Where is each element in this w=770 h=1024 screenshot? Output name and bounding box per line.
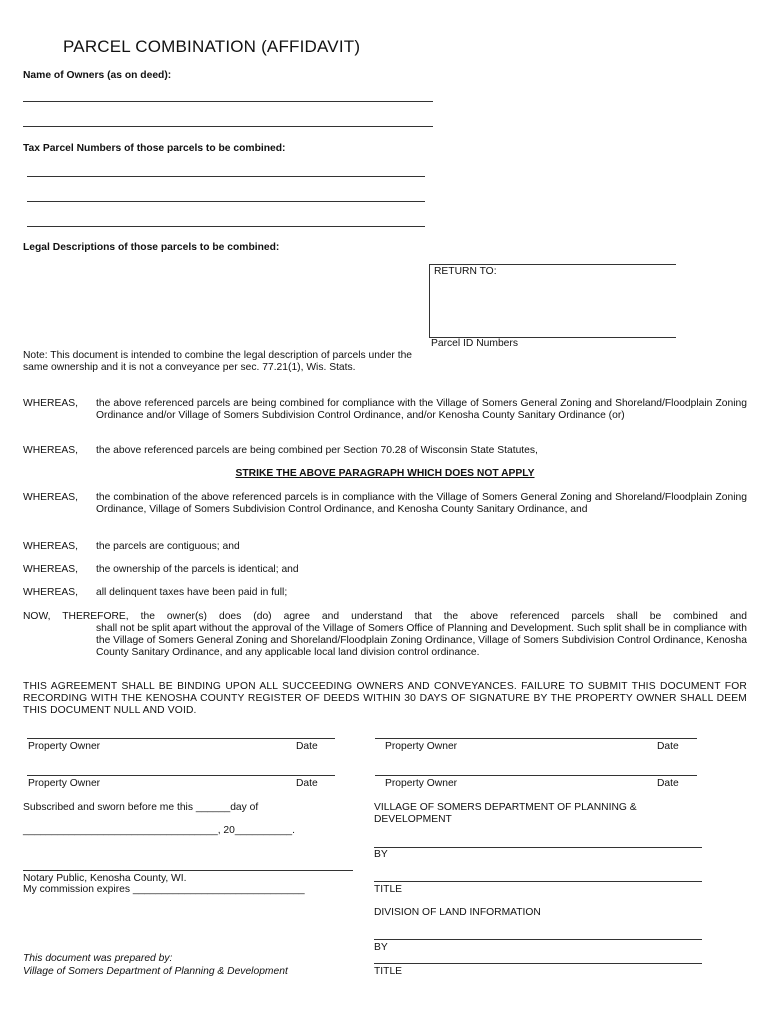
title-line-1[interactable] — [374, 881, 702, 882]
whereas-label: WHEREAS, — [23, 445, 78, 456]
agreement-statement: THIS AGREEMENT SHALL BE BINDING UPON ALL SUCCEEDING OWNERS AND CONVEYANCES. FAILURE TO SUBMIT THIS DOCUMENT FOR RECORDING WITH THE KENOSHA COUNTY REGISTER OF DEEDS WITHIN 30 DAYS OF SIGNATURE BY THE PROPERTY OWNER SHALL DEEM THIS DOCUMENT NULL AND VOID. — [23, 681, 747, 716]
property-owner-label: Property Owner — [28, 778, 101, 789]
owner-name-line-1[interactable] — [23, 101, 433, 102]
title-line-2[interactable] — [374, 963, 702, 964]
owner-signature-line-1[interactable] — [27, 738, 335, 739]
whereas-paragraph-2: the above referenced parcels are being combined per Section 70.28 of Wisconsin State Statutes, — [96, 445, 538, 456]
notary-signature-line[interactable] — [23, 870, 353, 871]
strike-instruction: STRIKE THE ABOVE PARAGRAPH WHICH DOES NOT APPLY — [235, 468, 535, 479]
whereas-paragraph-3: the combination of the above referenced parcels is in compliance with the Village of Somers General Zoning and Shoreland/Floodplain Zoning Ordinance, Village of Somers Subdivision Control Ordinance, and Kenosha County Sanitary Ordinance, and — [96, 492, 747, 515]
tax-parcel-label: Tax Parcel Numbers of those parcels to be combined: — [23, 143, 286, 154]
whereas-paragraph-1: the above referenced parcels are being combined for compliance with the Village of Somers General Zoning and Shoreland/Floodplain Zoning Ordinance and/or Village of Somers Subdivision Control Ordinance, and/or Kenosha County Sanitary Ordinance (or) — [96, 398, 747, 421]
tax-parcel-line-3[interactable] — [27, 226, 425, 227]
whereas-label: WHEREAS, — [23, 492, 78, 503]
date-label: Date — [296, 778, 318, 789]
date-label: Date — [657, 778, 679, 789]
return-to-label: RETURN TO: — [434, 266, 497, 277]
property-owner-label: Property Owner — [385, 778, 458, 789]
whereas-paragraph-6: all delinquent taxes have been paid in full; — [96, 587, 288, 598]
owners-label: Name of Owners (as on deed): — [23, 70, 172, 81]
subscribed-text: Subscribed and sworn before me this ______day of — [23, 802, 259, 813]
village-department: VILLAGE OF SOMERS DEPARTMENT OF PLANNING & DEVELOPMENT — [374, 802, 637, 825]
legal-descriptions-label: Legal Descriptions of those parcels to be combined: — [23, 242, 280, 253]
property-owner-label: Property Owner — [28, 741, 101, 752]
parcel-id-label: Parcel ID Numbers — [431, 338, 518, 349]
by-label: BY — [374, 942, 388, 953]
prepared-by-label: This document was prepared by: — [23, 953, 173, 964]
tax-parcel-line-2[interactable] — [27, 201, 425, 202]
whereas-label: WHEREAS, — [23, 587, 78, 598]
title-label: TITLE — [374, 966, 403, 977]
division-land-information: DIVISION OF LAND INFORMATION — [374, 907, 541, 918]
date-label: Date — [296, 741, 318, 752]
note-text: Note: This document is intended to combine the legal description of parcels under the same ownership and it is not a conveyance per sec. 77.21(1), Wis. Stats. — [23, 350, 413, 373]
prepared-by-organization: Village of Somers Department of Planning & Development — [23, 966, 288, 977]
property-owner-label: Property Owner — [385, 741, 458, 752]
whereas-label: WHEREAS, — [23, 564, 78, 575]
date-label: Date — [657, 741, 679, 752]
title-label: TITLE — [374, 884, 403, 895]
commission-expires: My commission expires ______________________________ — [23, 884, 305, 895]
tax-parcel-line-1[interactable] — [27, 176, 425, 177]
by-label: BY — [374, 849, 388, 860]
whereas-paragraph-4: the parcels are contiguous; and — [96, 541, 240, 552]
notary-date-line[interactable]: __________________________________, 20__________. — [23, 825, 296, 836]
owner-name-line-2[interactable] — [23, 126, 433, 127]
notary-public-label: Notary Public, Kenosha County, WI. — [23, 873, 187, 884]
now-therefore-body: shall not be split apart without the approval of the Village of Somers Office of Planning and Development. Such split shall be in compliance with the Village of Somers General Zoning and Shoreland/Floodplain Zoning Ordinance, Village of Somers Subdivision Control Ordinance, Kenosha County Sanitary Ordinance, and any applicable local land division control ordinance. — [96, 623, 748, 658]
owner-signature-line-2[interactable] — [27, 775, 335, 776]
now-therefore-lead: NOW, THEREFORE, the owner(s) does (do) agree and understand that the above referenced parcels shall be combined and — [23, 611, 747, 622]
document-title: PARCEL COMBINATION (AFFIDAVIT) — [63, 37, 361, 56]
whereas-paragraph-5: the ownership of the parcels is identical; and — [96, 564, 299, 575]
owner-signature-line-4[interactable] — [375, 775, 697, 776]
whereas-label: WHEREAS, — [23, 541, 78, 552]
whereas-label: WHEREAS, — [23, 398, 78, 409]
owner-signature-line-3[interactable] — [375, 738, 697, 739]
by-signature-line-2[interactable] — [374, 939, 702, 940]
by-signature-line-1[interactable] — [374, 847, 702, 848]
